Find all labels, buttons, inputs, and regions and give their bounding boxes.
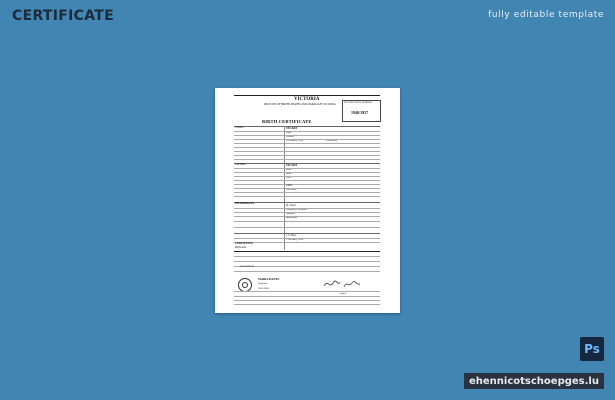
rule	[234, 227, 380, 228]
certificate-state: VICTORIA	[294, 97, 320, 102]
certificate-registry: REGISTRY OF BIRTHS DEATHS AND MARRIAGES VICTORIA	[264, 103, 336, 106]
informant-value: Melbourne	[286, 216, 298, 219]
rule	[234, 261, 380, 262]
rule	[234, 168, 380, 169]
rule	[234, 251, 380, 252]
father-value: 1935	[286, 176, 292, 179]
rule	[234, 155, 380, 156]
rule	[234, 216, 380, 217]
section-label-registrar: REGISTRAR	[240, 265, 254, 268]
rule	[234, 159, 380, 160]
rule	[234, 172, 380, 173]
mother-value: Nita Alice	[286, 188, 297, 191]
rule	[234, 147, 380, 148]
informant-value: Surgeon	[286, 212, 295, 215]
rule	[234, 176, 380, 177]
rule	[234, 139, 380, 140]
rule	[234, 304, 380, 305]
rule	[234, 192, 380, 193]
rule	[234, 188, 380, 189]
footer-date: 2005-2006	[258, 287, 269, 290]
rule	[234, 266, 380, 267]
rule	[234, 208, 380, 209]
rule	[234, 151, 380, 152]
informant-value: Thornbury Hospital	[286, 208, 307, 211]
rule	[234, 296, 380, 297]
registrar-value: 1 February 1956	[286, 238, 304, 241]
rule	[234, 221, 380, 222]
child-value: 14 January 1956	[286, 139, 304, 142]
rule	[234, 180, 380, 181]
section-label-certifying: CERTIFYING	[235, 242, 253, 245]
father-value: Peter	[286, 168, 292, 171]
rule	[234, 233, 380, 234]
rule	[234, 163, 380, 164]
rule	[234, 242, 380, 243]
signature-icon	[322, 277, 362, 291]
template-subtitle: fully editable template	[488, 10, 604, 20]
child-place: Thornbury	[326, 139, 338, 142]
rule	[234, 291, 380, 292]
father-value: STUART	[286, 164, 298, 167]
section-label-child: CHILD	[235, 126, 244, 129]
certificate-document-preview	[215, 88, 400, 313]
rule	[234, 184, 380, 185]
registration-number: 1946/1957	[351, 110, 369, 115]
seal-icon	[238, 278, 252, 292]
child-value: Female	[286, 135, 294, 138]
child-value: STUART	[286, 127, 298, 130]
top-rule	[234, 95, 380, 96]
registrar-name: Melbourne	[235, 246, 247, 249]
rule	[234, 131, 380, 132]
rule	[234, 202, 380, 203]
page-title: CERTIFICATE	[12, 8, 114, 24]
father-value: Male	[286, 172, 292, 175]
certificate-title: BIRTH CERTIFICATE	[262, 119, 312, 124]
rule	[234, 143, 380, 144]
rule	[234, 238, 380, 239]
rule	[234, 300, 380, 301]
section-label-informants: INFORMANTS	[235, 202, 255, 205]
watermark-label: ehennicotschoepges.lu	[464, 373, 604, 389]
rule	[234, 126, 380, 127]
photoshop-icon: Ps	[580, 337, 604, 361]
rule	[234, 271, 380, 272]
footer-name: MARIA DANES	[258, 277, 280, 281]
rule	[234, 135, 380, 136]
mother-value: Gibbs	[286, 184, 293, 187]
section-label-father: FATHER	[235, 163, 246, 166]
rule	[234, 212, 380, 213]
signature-note: Signed	[340, 293, 347, 295]
registrar-value: J. S. Beer	[286, 234, 296, 237]
footer-title: Registrar	[258, 282, 268, 285]
rule	[234, 196, 380, 197]
child-value: John	[286, 131, 291, 134]
rule	[234, 256, 380, 257]
registration-number-label: REGISTRATION NUMBER	[344, 101, 372, 104]
informant-value: M. Stuart	[286, 204, 296, 207]
certificate-page	[234, 95, 380, 305]
